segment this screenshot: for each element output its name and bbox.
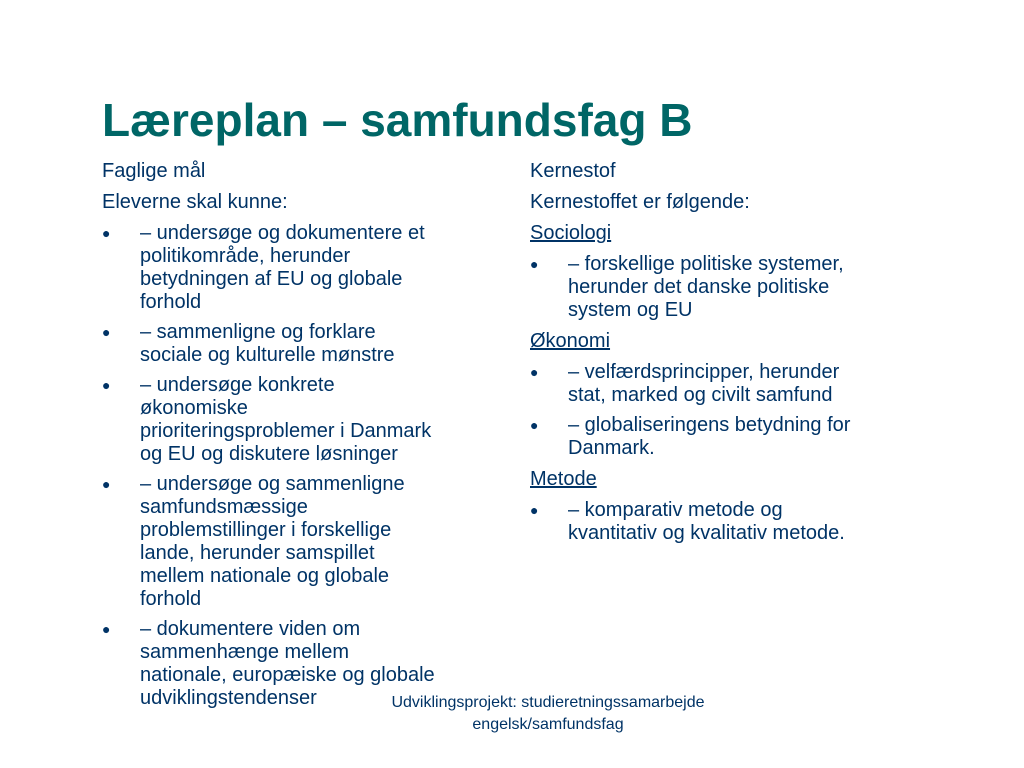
bullet-text-line: og EU og diskutere løsninger xyxy=(140,443,398,465)
bullet-text-line: kvantitativ og kvalitativ metode. xyxy=(568,522,845,544)
right-intro: Kernestoffet er følgende: xyxy=(530,191,750,213)
slide-title: Læreplan – samfundsfag B xyxy=(102,94,693,146)
bullet-text-line: lande, herunder samspillet xyxy=(140,542,375,564)
bullet-dot-icon: ● xyxy=(102,324,111,340)
left-column-faglige-maal xyxy=(102,160,512,718)
bullet-text-line: – dokumentere viden om xyxy=(140,618,361,640)
bullet-text-line: sociale og kulturelle mønstre xyxy=(140,344,395,366)
bullet-text-line: herunder det danske politiske xyxy=(568,276,830,298)
bullet-text-line: – forskellige politiske systemer, xyxy=(568,253,844,275)
bullet-text-line: stat, marked og civilt samfund xyxy=(568,384,833,406)
bullet-item xyxy=(530,414,950,460)
bullet-text-line: – globaliseringens betydning for xyxy=(568,414,851,436)
bullet-text-line: forhold xyxy=(140,291,202,313)
bullet-dot-icon: ● xyxy=(102,476,111,492)
bullet-text-line: samfundsmæssige xyxy=(140,496,308,518)
left-heading: Faglige mål xyxy=(102,160,206,182)
section-heading-metode: Metode xyxy=(530,468,597,490)
bullet-text-line: forhold xyxy=(140,588,202,610)
bullet-item xyxy=(102,374,512,466)
bullet-text-line: nationale, europæiske og globale xyxy=(140,664,435,686)
bullet-dot-icon: ● xyxy=(530,417,539,433)
bullet-dot-icon: ● xyxy=(102,377,111,393)
bullet-item xyxy=(530,253,950,322)
bullet-text-line: – undersøge konkrete xyxy=(140,374,335,396)
bullet-text-line: mellem nationale og globale xyxy=(140,565,390,587)
section-bullet-list xyxy=(530,361,950,460)
right-column-kernestof xyxy=(530,160,950,553)
bullet-text-line: sammenhænge mellem xyxy=(140,641,349,663)
section-bullet-list xyxy=(530,499,950,545)
bullet-text-line: politikområde, herunder xyxy=(140,245,351,267)
left-intro: Eleverne skal kunne: xyxy=(102,191,288,213)
bullet-text-line: – undersøge og sammenligne xyxy=(140,473,405,495)
bullet-dot-icon: ● xyxy=(530,256,539,272)
bullet-text-line: prioriteringsproblemer i Danmark xyxy=(140,420,432,442)
bullet-text-line: problemstillinger i forskellige xyxy=(140,519,392,541)
footer-line-1: Udviklingsprojekt: studieretningssamarbejde xyxy=(391,694,705,711)
bullet-dot-icon: ● xyxy=(102,621,111,637)
bullet-text-line: økonomiske xyxy=(140,397,248,419)
bullet-dot-icon: ● xyxy=(530,364,539,380)
bullet-item xyxy=(102,321,512,367)
right-heading: Kernestof xyxy=(530,160,616,182)
footer-line-2: engelsk/samfundsfag xyxy=(472,716,624,733)
bullet-text-line: udviklingstendenser xyxy=(140,687,317,709)
section-heading-sociologi: Sociologi xyxy=(530,222,612,244)
bullet-text-line: – sammenligne og forklare xyxy=(140,321,376,343)
bullet-text-line: – komparativ metode og xyxy=(568,499,783,521)
bullet-item xyxy=(530,361,950,407)
slide-footer xyxy=(350,692,746,736)
right-sections xyxy=(530,222,950,545)
bullet-text-line: system og EU xyxy=(568,299,693,321)
bullet-text-line: – undersøge og dokumentere et xyxy=(140,222,425,244)
section-heading-økonomi: Økonomi xyxy=(530,330,611,352)
bullet-dot-icon: ● xyxy=(102,225,111,241)
left-bullet-list xyxy=(102,222,512,710)
bullet-text-line: Danmark. xyxy=(568,437,655,459)
bullet-item xyxy=(530,499,950,545)
bullet-item xyxy=(102,473,512,611)
bullet-text-line: – velfærdsprincipper, herunder xyxy=(568,361,840,383)
bullet-item xyxy=(102,222,512,314)
bullet-dot-icon: ● xyxy=(530,502,539,518)
section-bullet-list xyxy=(530,253,950,322)
bullet-text-line: betydningen af EU og globale xyxy=(140,268,403,290)
